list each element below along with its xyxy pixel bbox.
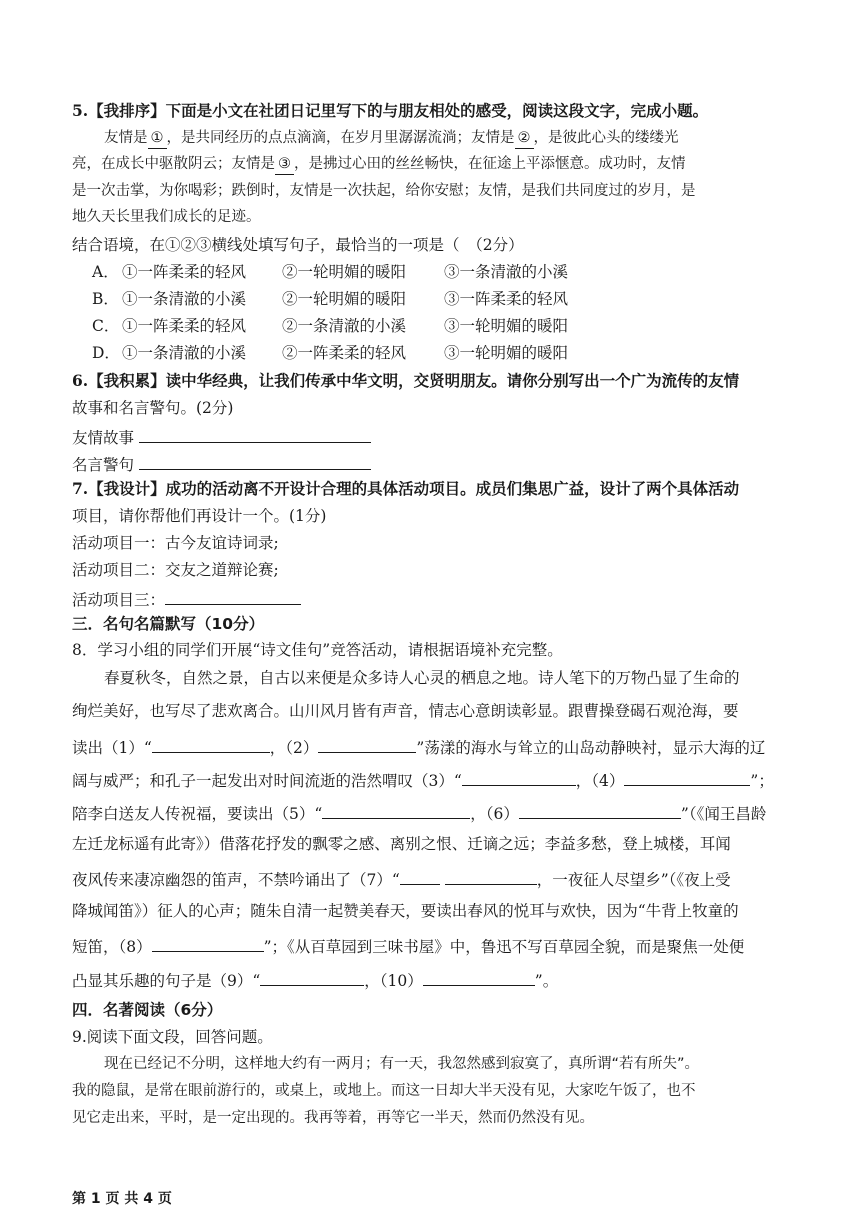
blank-4[interactable] [624,768,750,786]
q5-passage-line-1 [104,128,679,149]
q6-story-row [72,425,371,448]
q8-line-8: 降城闻笛》）征人的心声；随朱自清一起赞美春天，要读出春风的悦耳与欢快，因为“牛背上牧童的 [72,902,739,920]
text: ，是共同经历的点点滴滴，在岁月里潺潺流淌；友情是 [166,130,515,146]
option-part: ②一条清澈的小溪 [282,317,407,335]
blank-9[interactable] [260,968,364,986]
q9-passage-line-2: 我的隐鼠，是常在眼前游行的，或桌上，或地上。而这一日却大半天没有见，大家吃午饭了，也不 [72,1083,696,1099]
option-part: ②一轮明媚的暖阳 [282,263,407,281]
option-part: ③一条清澈的小溪 [444,263,569,281]
text: 凸显其乐趣的句子是（9）“ [72,972,261,990]
option-part: ①一条清澈的小溪 [122,290,247,308]
blank-6[interactable] [519,801,681,819]
q7-title-line-2: 项目，请你帮他们再设计一个。(1分) [72,507,327,525]
text: ，（10） [364,972,423,990]
option-part: ③一轮明媚的暖阳 [444,344,569,362]
blank-marker-1: ① [148,128,167,149]
q7-activity-2: 活动项目二：交友之道辩论赛; [72,561,279,579]
text: ”； [750,772,774,790]
blank-7b[interactable] [445,867,537,885]
option-part: ③一阵柔柔的轻风 [444,290,569,308]
option-part: ③一轮明媚的暖阳 [444,317,569,335]
blank-marker-3: ③ [275,154,294,175]
blank-5[interactable] [322,801,470,819]
text: 短笛，（8） [72,938,152,956]
q8-line-5 [72,801,766,824]
q8-line-1: 春夏秋冬，自然之景，自古以来便是众多诗人心灵的栖息之地。诗人笔下的万物凸显了生命的 [104,669,740,687]
q5-title: 5.【我排序】下面是小文在社团日记里写下的与朋友相处的感受，阅读这段文字，完成小题。 [72,101,709,120]
blank-10[interactable] [423,968,535,986]
text: 阔与威严；和孔子一起发出对时间流逝的浩然喟叹（3）“ [72,772,462,790]
text: 亮，在成长中驱散阴云；友情是 [72,156,275,172]
q7-activity-1: 活动项目一：古今友谊诗词录; [72,534,279,552]
blank-marker-2: ② [515,128,534,149]
text: ”；《从百草园到三味书屋》中，鲁迅不写百草园全貌，而是聚焦一处便 [263,938,745,956]
option-label: B． [92,290,119,308]
activity-3-label: 活动项目三： [72,591,166,609]
option-label: C． [92,317,120,335]
q8-line-9 [72,934,744,957]
text: ，（4） [575,772,625,790]
q7-title-line-1: 7.【我设计】成功的活动离不开设计合理的具体活动项目。成员们集思广益，设计了两个具体活动 [72,479,740,498]
option-part: ①一阵柔柔的轻风 [122,317,247,335]
blank-2[interactable] [318,735,416,753]
text: ，一夜征人尽望乡”（《夜上受 [536,871,731,889]
text: ”荡漾的海水与耸立的山岛动静映衬，显示大海的辽 [416,739,766,757]
activity-3-blank[interactable] [165,587,301,605]
q5-passage-line-2 [72,154,686,175]
q8-line-4 [72,768,774,791]
q7-activity-3-row [72,587,301,610]
option-label: D． [92,344,120,362]
text: 夜风传来凄凉幽怨的笛声，不禁吟诵出了（7）“ [72,871,400,889]
text: 读出（1）“ [72,739,152,757]
text: ，（6） [470,805,519,823]
story-answer-blank[interactable] [139,425,371,443]
q5-passage-line-3: 是一次击掌，为你喝彩；跌倒时，友情是一次扶起，给你安慰；友情，是我们共同度过的岁月，是 [72,183,696,199]
option-part: ②一轮明媚的暖阳 [282,290,407,308]
q9-passage-line-1: 现在已经记不分明，这样地大约有一两月；有一天，我忽然感到寂寞了，真所谓“若有所失”。 [104,1056,700,1072]
text: ”（《闻王昌龄 [680,805,767,823]
q8-title: 8．学习小组的同学们开展“诗文佳句”竞答活动，请根据语境补充完整。 [72,641,563,659]
q8-line-2: 绚烂美好，也写尽了悲欢离合。山川风月皆有声音，情志心意朗读彰显。跟曹操登碣石观沧海，要 [72,702,739,720]
option-part: ②一阵柔柔的轻风 [282,344,407,362]
q5-stem: 结合语境，在①②③横线处填写句子，最恰当的一项是（ （2分） [72,236,524,254]
section-3-heading: 三．名句名篇默写（10分） [72,615,265,633]
page-footer: 第 1 页 共 4 页 [72,1191,172,1207]
q8-line-7 [72,867,731,890]
text: ”。 [534,972,559,990]
option-part: ①一阵柔柔的轻风 [122,263,247,281]
q5-option-a[interactable] [92,262,568,282]
story-label: 友情故事 [72,429,135,447]
q9-passage-line-3: 见它走出来，平时，是一定出现的。我再等着，再等它一半天，然而仍然没有见。 [72,1110,594,1126]
q9-title: 9.阅读下面文段，回答问题。 [72,1028,273,1046]
blank-8[interactable] [152,934,264,952]
q5-passage-line-4: 地久天长里我们成长的足迹。 [72,209,261,225]
q5-option-d[interactable] [92,343,568,363]
quote-answer-blank[interactable] [139,452,371,470]
q6-title-line-2: 故事和名言警句。(2分) [72,399,234,417]
q8-line-6: 左迁龙标遥有此寄》）借落花抒发的飘零之感、离别之恨、迁谪之远；李益多愁，登上城楼，耳闻 [72,835,731,853]
q8-line-10 [72,968,558,991]
text: 友情是 [104,130,148,146]
text: ，是彼此心头的缕缕光 [533,130,679,146]
option-part: ①一条清澈的小溪 [122,344,247,362]
q6-quote-row [72,452,371,475]
q8-line-3 [72,735,765,758]
q5-option-c[interactable] [92,316,568,336]
blank-3[interactable] [462,768,576,786]
text: ，是拂过心田的丝丝畅快，在征途上平添惬意。成功时，友情 [294,156,686,172]
quote-label: 名言警句 [72,456,135,474]
option-label: A． [92,263,119,281]
q6-title-line-1: 6.【我积累】读中华经典，让我们传承中华文明，交贤明朋友。请你分别写出一个广为流传的友情 [72,371,740,390]
text: 陪李白送友人传祝福，要读出（5）“ [72,805,323,823]
section-4-heading: 四．名著阅读（6分） [72,1001,223,1019]
blank-7a[interactable] [400,867,440,885]
blank-1[interactable] [152,735,270,753]
text: ，（2） [269,739,319,757]
q5-option-b[interactable] [92,289,568,309]
